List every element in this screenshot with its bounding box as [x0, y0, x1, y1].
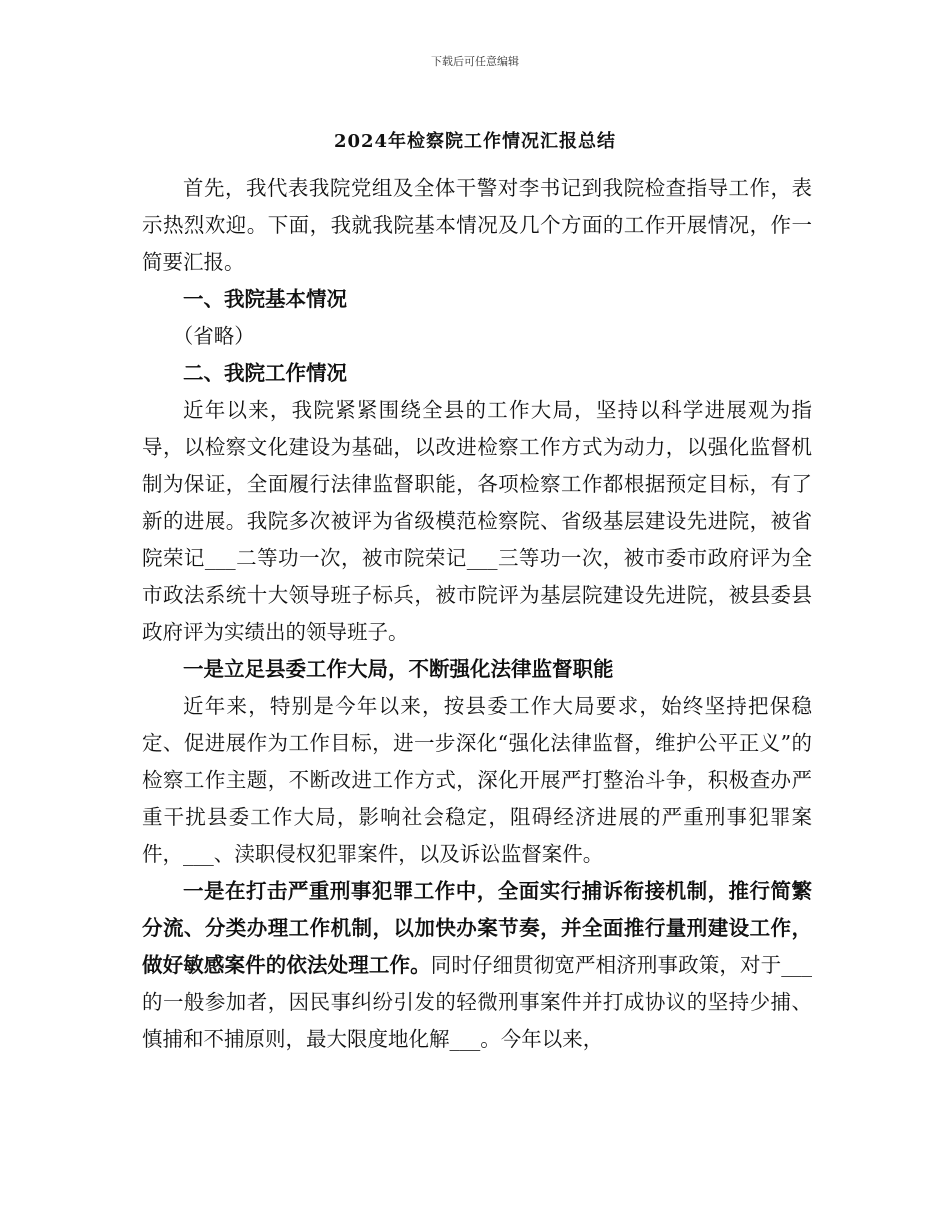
document-body [142, 170, 812, 1058]
header-note: 下载后可任意编辑 [431, 55, 519, 68]
subsection-heading-legal-supervision: 一是立足县委工作大局，不断强化法律监督职能 [183, 657, 614, 681]
paragraph-bold-lead: 一是在打击严重刑事犯罪工作中，全面实行捕诉衔接机制，推行简繁分流、分类办理工作机制，以加快办案节奏，并全面推行量刑建设工作，做好敏感案件的依法处理工作。 [142, 879, 812, 977]
paragraph-intro: 首先，我代表我院党组及全体干警对李书记到我院检查指导工作，表示热烈欢迎。下面，我就我院基本情况及几个方面的工作开展情况，作一简要汇报。 [142, 176, 812, 274]
section-heading-basic-info: 一、我院基本情况 [183, 287, 347, 311]
paragraph-omitted: （省略） [172, 324, 255, 348]
section-heading-work-status: 二、我院工作情况 [183, 361, 347, 385]
paragraph-criminal-crackdown [142, 873, 812, 1058]
paragraph-supervision-detail: 近年来，特别是今年以来，按县委工作大局要求，始终坚持把保稳定、促进展作为工作目标，进一步深化“强化法律监督，维护公平正义”的检察工作主题，不断改进工作方式，深化开展严打整治斗争，积极查办严重干扰县委工作大局，影响社会稳定，阻碍经济进展的严重刑事犯罪案件，___、渎职侵权犯罪案件，以及诉讼监督案件。 [142, 694, 812, 866]
document-title: 2024年检察院工作情况汇报总结 [333, 131, 617, 152]
paragraph-work-overview: 近年以来，我院紧紧围绕全县的工作大局，坚持以科学进展观为指导，以检察文化建设为基础，以改进检察工作方式为动力，以强化监督机制为保证，全面履行法律监督职能，各项检察工作都根据预定目标，有了新的进展。我院多次被评为省级模范检察院、省级基层建设先进院，被省院荣记___二等功一次，被市院荣记___三等功一次，被市委市政府评为全市政法系统十大领导班子标兵，被市院评为基层院建设先进院，被县委县政府评为实绩出的领导班子。 [142, 398, 812, 644]
paragraph-continuation: 同时仔细贯彻宽严相济刑事政策，对于___的一般参加者，因民事纠纷引发的轻微刑事案件并打成协议的坚持少捕、慎捕和不捕原则，最大限度地化解___。今年以来， [142, 953, 813, 1051]
